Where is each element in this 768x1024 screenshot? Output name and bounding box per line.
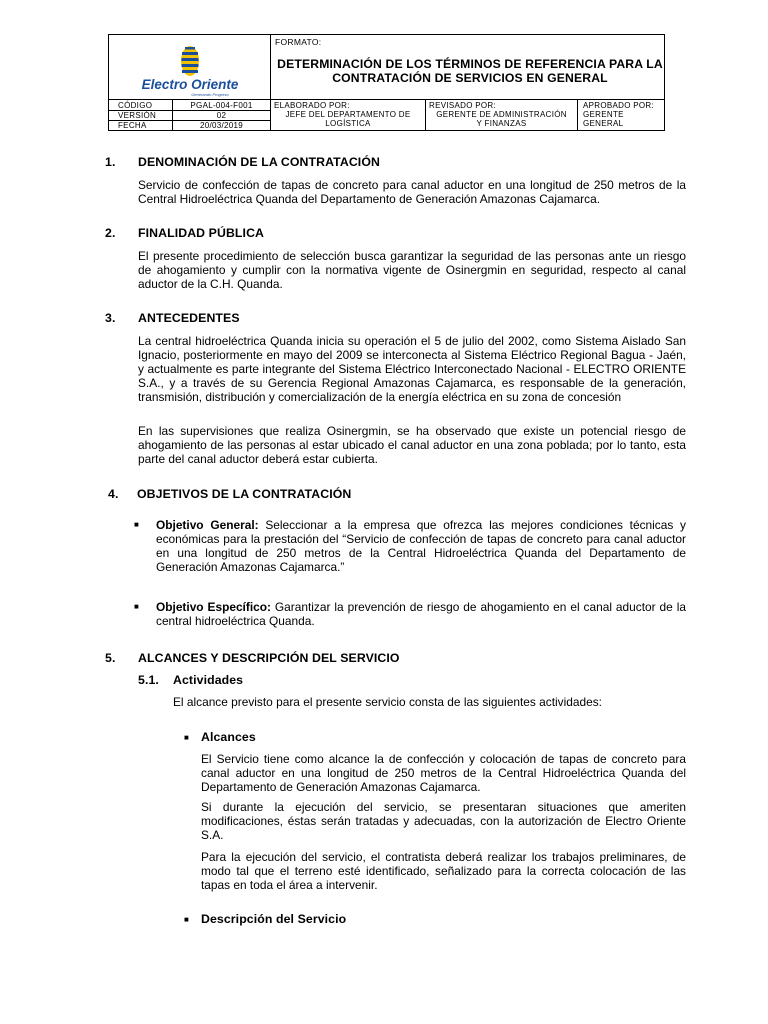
section-3-paragraph-2: En las supervisiones que realiza Osinergmin, se ha observado que existe un potencial riesgo de ahogamiento de las personas al estar ubicado el canal aductor en una zona poblada; por lo tanto, esta parte del canal aductor deberá estar cubierta.	[138, 424, 686, 466]
version-value: 02	[216, 111, 227, 120]
subsection-title: Actividades	[173, 673, 244, 687]
elaborado-label: ELABORADO POR:	[274, 101, 350, 110]
elaborado-value	[271, 110, 425, 128]
aprobado-label: APROBADO POR:	[583, 101, 655, 110]
objetivo-general	[156, 518, 686, 574]
actividades-intro: El alcance previsto para el presente servicio consta de las siguientes actividades:	[173, 695, 602, 709]
formato-label: FORMATO:	[275, 37, 322, 47]
bullet-icon: ■	[184, 915, 189, 924]
section-number: 2.	[105, 226, 116, 240]
document-header-table	[108, 34, 665, 131]
bullet-icon: ■	[134, 520, 139, 529]
title-line-2: CONTRATACIÓN DE SERVICIOS EN GENERAL	[332, 71, 608, 85]
alcances-paragraph-1: El Servicio tiene como alcance la de confección y colocación de tapas de concreto para canal aductor en una longitud de 250 metros de la Central Hidroeléctrica Quanda del Departamento de Generación Amazonas Cajamarca.	[201, 752, 686, 794]
objetivo-general-label: Objetivo General:	[156, 518, 259, 532]
objetivo-especifico-text: Garantizar la prevención de riesgo de ahogamiento en el canal aductor de la central hidroeléctrica Quanda.	[156, 600, 686, 628]
fecha-value: 20/03/2019	[199, 121, 244, 130]
section-title: FINALIDAD PÚBLICA	[138, 226, 265, 240]
section-title: ALCANCES Y DESCRIPCIÓN DEL SERVICIO	[138, 651, 400, 665]
section-title: OBJETIVOS DE LA CONTRATACIÓN	[137, 487, 352, 501]
codigo-label: CÓDIGO	[118, 101, 153, 110]
section-number: 5.	[105, 651, 116, 665]
codigo-value: PGAL-004-F001	[190, 101, 253, 110]
objetivo-especifico	[156, 600, 686, 628]
objetivo-especifico-label: Objetivo Específico:	[156, 600, 271, 614]
section-title: DENOMINACIÓN DE LA CONTRATACIÓN	[138, 155, 380, 169]
aprobado-value: GERENTE GENERAL	[583, 110, 624, 128]
title-line-1: DETERMINACIÓN DE LOS TÉRMINOS DE REFERENCIA PARA LA	[277, 57, 663, 71]
section-2-text: El presente procedimiento de selección busca garantizar la seguridad de las personas ante un riesgo de ahogamiento y cumplir con la normativa vigente de Osinergmin en seguridad, respecto al canal aductor de la C.H. Quanda.	[138, 249, 686, 291]
version-label: VERSIÓN	[118, 111, 157, 120]
revisado-value	[426, 110, 577, 128]
section-title: ANTECEDENTES	[138, 311, 240, 325]
logo-tagline-text: Generando Progreso	[191, 92, 229, 97]
section-number: 1.	[105, 155, 116, 169]
revisado-line-1: GERENTE DE ADMINISTRACIÓN	[436, 110, 567, 119]
revisado-label: REVISADO POR:	[429, 101, 497, 110]
alcances-paragraph-2: Si durante la ejecución del servicio, se presentaran situaciones que ameriten modificaciones, éstas serán tratadas y adecuadas, con la autorización de Electro Oriente S.A.	[201, 800, 686, 842]
fecha-label: FECHA	[118, 121, 147, 130]
elaborado-line-1: JEFE DEL DEPARTAMENTO DE	[285, 110, 411, 119]
bullet-icon: ■	[134, 602, 139, 611]
bullet-icon: ■	[184, 733, 189, 742]
section-3-paragraph-1: La central hidroeléctrica Quanda inicia su operación el 5 de julio del 2002, como Sistema Aislado San Ignacio, posteriormente en mayo del 2009 se interconecta al Sistema Eléctrico Regional Bagua - Jaén, y actualmente es parte integrante del Sistema Eléctrico Interconectado Nacional - ELECTRO ORIENTE S.A., y a través de su Gerencia Regional Amazonas Cajamarca, es responsable de la generación, transmisión, distribución y comercialización de la energía eléctrica en su zona de concesión	[138, 334, 686, 404]
alcances-paragraph-3: Para la ejecución del servicio, el contratista deberá realizar los trabajos preliminares, de modo tal que el terreno esté identificado, señalizado para la correcta colocación de las tapas en toda el área a intervenir.	[201, 850, 686, 892]
subsection-number: 5.1.	[138, 673, 159, 687]
section-1-text: Servicio de confección de tapas de concreto para canal aductor en una longitud de 250 metros de la Central Hidroeléctrica Quanda del Departamento de Generación Amazonas Cajamarca.	[138, 178, 686, 206]
section-number: 3.	[105, 311, 116, 325]
electro-oriente-logo	[113, 39, 268, 99]
logo-brand-text: Electro Oriente	[141, 77, 239, 92]
alcances-title: Alcances	[201, 730, 256, 744]
objetivo-general-text: Seleccionar a la empresa que ofrezca las mejores condiciones técnicas y económicas para la prestación del “Servicio de confección de tapas de concreto para canal aductor en una longitud de 250 metros de la Central Hidroeléctrica Quanda del Departamento de Generación Amazonas Cajamarca.”	[156, 518, 686, 574]
revisado-line-2: Y FINANZAS	[476, 119, 527, 128]
descripcion-servicio-title: Descripción del Servicio	[201, 912, 347, 926]
document-title	[275, 57, 665, 85]
section-number: 4.	[108, 487, 119, 501]
elaborado-line-2: LOGÍSTICA	[325, 119, 371, 128]
